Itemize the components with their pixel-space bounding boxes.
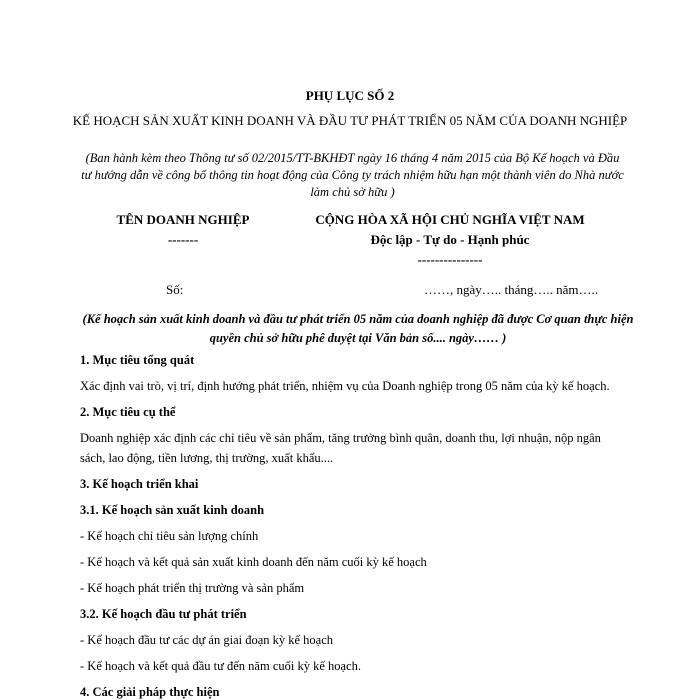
document-subtitle: (Ban hành kèm theo Thông tư số 02/2015/TT-BKHĐT ngày 16 tháng 4 năm 2015 của Bộ Kế hoạch và Đầu tư hướng dẫn về công bố thông tin hoạt động của Công ty trách nhiệm hữu hạn một thành viên do Nhà nước làm chủ sở hữu ) — [81, 151, 624, 199]
company-header — [88, 210, 278, 250]
national-header — [285, 210, 615, 270]
section-3-2-title: 3.2. Kế hoạch đầu tư phát triển — [80, 607, 247, 621]
national-divider: --------------- — [417, 252, 483, 267]
appendix-label: PHỤ LỤC SỐ 2 — [305, 88, 395, 103]
list-item: - Kế hoạch chỉ tiêu sản lượng chính — [80, 529, 259, 543]
company-name: TÊN DOANH NGHIỆP — [116, 212, 250, 227]
document-body — [80, 350, 625, 700]
section-3-title: 3. Kế hoạch triển khai — [80, 477, 199, 491]
section-2-title: 2. Mục tiêu cụ thể — [80, 405, 176, 419]
company-divider: ------- — [167, 232, 199, 247]
section-1-title: 1. Mục tiêu tổng quát — [80, 353, 195, 367]
section-1-text: Xác định vai trò, vị trí, định hướng phát triển, nhiệm vụ của Doanh nghiệp trong 05 năm của kỳ kế hoạch. — [80, 379, 610, 393]
list-item: - Kế hoạch phát triển thị trường và sản phẩm — [80, 581, 305, 595]
document-number: Số: — [166, 282, 184, 297]
national-motto: Độc lập - Tự do - Hạnh phúc — [370, 232, 530, 247]
approval-note: (Kế hoạch sản xuất kinh doanh và đầu tư phát triển 05 năm của doanh nghiệp đã được Cơ quan thực hiện quyền chủ sở hữu phê duyệt tại Văn bản số.... ngày…… ) — [82, 312, 634, 345]
document-date: ……, ngày….. tháng….. năm….. — [424, 282, 599, 297]
list-item: - Kế hoạch và kết quả sản xuất kinh doanh đến năm cuối kỳ kế hoạch — [80, 555, 427, 569]
list-item: - Kế hoạch đầu tư các dự án giai đoạn kỳ kế hoạch — [80, 633, 334, 647]
list-item: - Kế hoạch và kết quả đầu tư đến năm cuối kỳ kế hoạch. — [80, 659, 361, 673]
document-title: KẾ HOẠCH SẢN XUẤT KINH DOANH VÀ ĐẦU TƯ PHÁT TRIỂN 05 NĂM CỦA DOANH NGHIỆP — [72, 113, 628, 128]
section-4-title: 4. Các giải pháp thực hiện — [80, 685, 220, 699]
section-2-text: Doanh nghiệp xác định các chỉ tiêu về sản phẩm, tăng trưởng bình quân, doanh thu, lợi nhuận, nộp ngân sách, lao động, tiền lương, thị trường, xuất khẩu.... — [80, 431, 601, 465]
country-name: CỘNG HÒA XÃ HỘI CHỦ NGHĨA VIỆT NAM — [315, 212, 585, 227]
section-3-1-title: 3.1. Kế hoạch sản xuất kinh doanh — [80, 503, 265, 517]
